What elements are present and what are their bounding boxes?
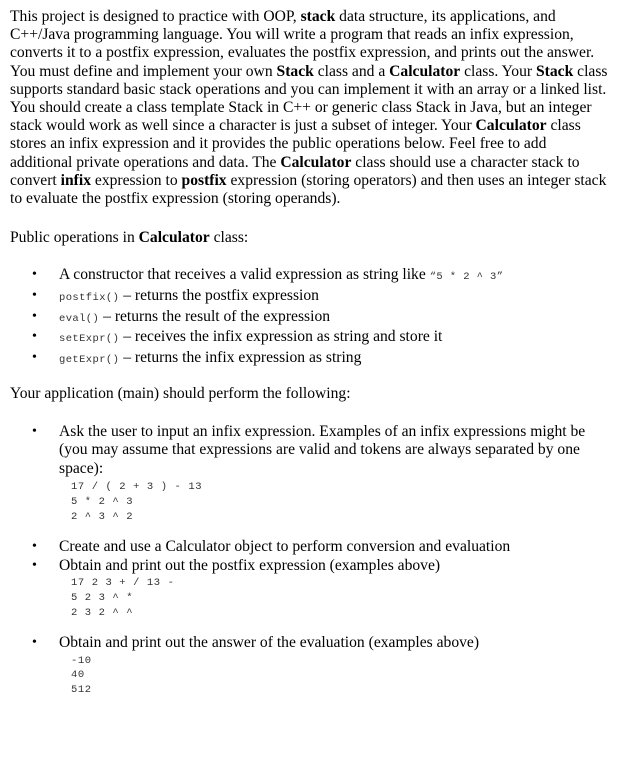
infix-examples bbox=[10, 480, 610, 524]
application-label: Your application (main) should perform the following: bbox=[10, 385, 351, 403]
application-steps-2 bbox=[10, 538, 610, 575]
list-item: • Obtain and print out the postfix expression (examples above) bbox=[10, 557, 610, 576]
code-line: 2 3 2 ^ ^ bbox=[71, 606, 134, 619]
code-line: 5 2 3 ^ * bbox=[71, 591, 134, 604]
application-steps-3 bbox=[10, 634, 610, 653]
code-line: 5 * 2 ^ 3 bbox=[71, 495, 134, 508]
list-item: • postfix() – returns the postfix expression bbox=[10, 287, 610, 308]
application-steps-1 bbox=[10, 423, 610, 479]
code-line: 40 bbox=[71, 669, 85, 682]
public-ops-label: Public operations in Calculator class: bbox=[10, 229, 249, 247]
list-item: • Create and use a Calculator object to perform conversion and evaluation bbox=[10, 538, 610, 557]
intro-paragraph: This project is designed to practice with OOP, stack data structure, its applications, and C++/Java programming language. You will write a program that reads an infix expression, converts it to a postfix expression, evaluates the postfix expression, and prints out the answer. You must define and implement your own Stack class and a Calculator class. Your Stack class supports standard basic stack operations and you can implement it with an array or a linked list. You should create a class template Stack in C++ or generic class Stack in Java, but an integer stack would work as well since a character is just a subset of integer. Your Calculator class stores an infix expression and it provides the public operations below. Feel free to add additional private operations and data. The Calculator class should use a character stack to convert infix expression to postfix expression (storing operators) and then uses an integer stack to evaluate the postfix expression (storing operands). bbox=[10, 8, 608, 208]
code-line: 17 2 3 + / 13 - bbox=[71, 577, 175, 590]
document-page bbox=[10, 8, 610, 698]
code-line: 2 ^ 3 ^ 2 bbox=[71, 510, 134, 523]
public-ops-list bbox=[10, 266, 610, 369]
code-line: 512 bbox=[71, 683, 92, 696]
list-item: • Obtain and print out the answer of the evaluation (examples above) bbox=[10, 634, 610, 653]
list-item: • eval() – returns the result of the expression bbox=[10, 308, 610, 329]
postfix-examples bbox=[10, 576, 610, 620]
answer-examples bbox=[10, 654, 610, 698]
list-item: • setExpr() – receives the infix expression as string and store it bbox=[10, 328, 610, 349]
code-line: -10 bbox=[71, 654, 92, 667]
list-item: • A constructor that receives a valid expression as string like “5 * 2 ^ 3” bbox=[10, 266, 610, 287]
code-line: 17 / ( 2 + 3 ) - 13 bbox=[71, 481, 203, 494]
list-item: • getExpr() – returns the infix expression as string bbox=[10, 349, 610, 370]
list-item: • Ask the user to input an infix expression. Examples of an infix expressions might be (you may assume that expressions are valid and tokens are always separated by one space): bbox=[10, 423, 610, 479]
